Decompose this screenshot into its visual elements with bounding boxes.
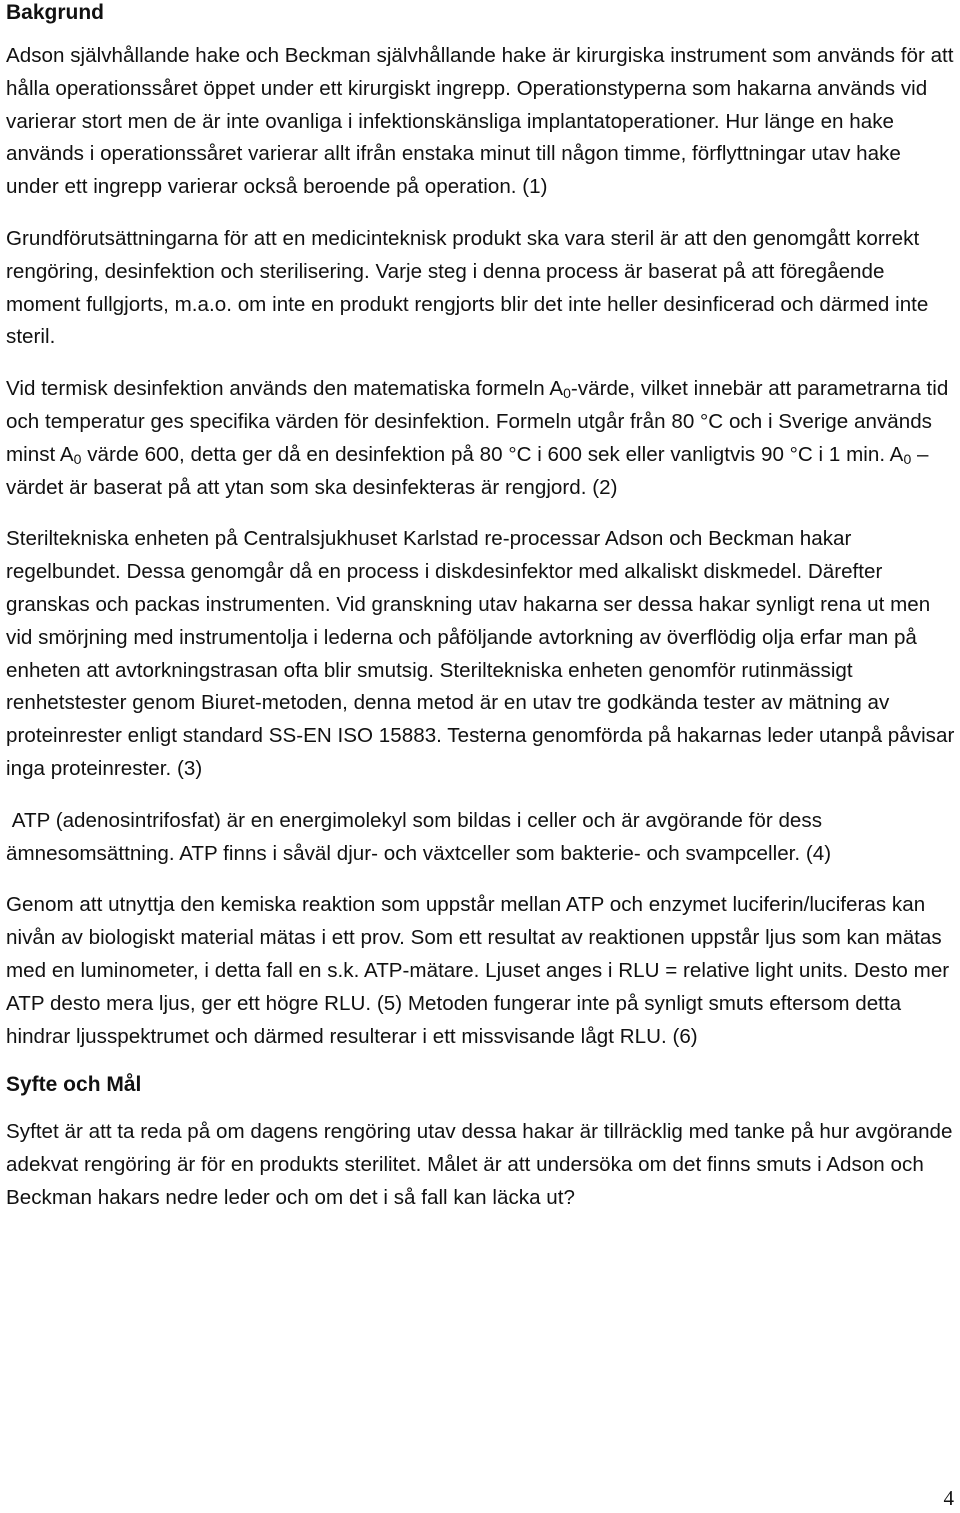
section-heading-background: Bakgrund: [6, 1, 105, 24]
paragraph-atp-measurement: Genom att utnyttja den kemiska reaktion som uppstår mellan ATP och enzymet luciferin/luciferas kan nivån av biologiskt material mätas i ett prov. Som ett resultat av reaktionen uppstår ljus som kan mätas med en luminometer, i detta fall en s.k. ATP-mätare. Ljuset anges i RLU = relative light units. Desto mer ATP desto mera ljus, ger ett högre RLU. (5) Metoden fungerar inte på synligt smuts eftersom detta hindrar ljusspektrumet och därmed resulterar i ett missvisande lågt RLU. (6): [6, 893, 950, 1048]
paragraph-thermal-disinfection: [6, 373, 958, 504]
section-heading-purpose: Syfte och Mål: [6, 1073, 142, 1097]
document-page: [6, 0, 958, 1234]
paragraph-sterile-unit-process: Steriltekniska enheten på Centralsjukhuset Karlstad re-processar Adson och Beckman hakar regelbundet. Dessa genomgår då en process i diskdesinfektor med alkaliskt diskmedel. Därefter granskas och packas instrumenten. Vid granskning utav hakarna ser dessa hakar synligt rena ut men vid smörjning med instrumentolja i lederna och påföljande avtorkning av överflödig olja erfar man på enheten att avtorkningstrasan ofta blir smutsig. Steriltekniska enheten genomför rutinmässigt renhetstester genom Biuret-metoden, denna metod är en utav tre godkända tester av mätning av proteinrester enligt standard SS-EN ISO 15883. Testerna genomförda på hakarnas leder utanpå påvisar inga proteinrester. (3): [6, 527, 955, 780]
paragraph-sterility-prerequisites: Grundförutsättningarna för att en medicinteknisk produkt ska vara steril är att den genomgått korrekt rengöring, desinfektion och sterilisering. Varje steg i denna process är baserat på att föregående moment fullgjorts, m.a.o. om inte en produkt rengjorts blir det inte heller desinficerad och därmed inte steril.: [6, 226, 929, 349]
paragraph-hooks-intro: Adson självhållande hake och Beckman självhållande hake är kirurgiska instrument som används för att hålla operationssåret öppet under ett kirurgiskt ingrepp. Operationstyperna som hakarna används vid varierar stort men de är inte ovanliga i infektionskänsliga implantatoperationer. Hur länge en hake används i operationssåret varierar allt ifrån enstaka minut till någon timme, förflyttningar utav hake under ett ingrepp varierar också beroende på operation. (1): [6, 44, 954, 199]
a0-text-part-4: – värdet är baserat på att ytan som ska desinfekteras är rengjord. (2): [6, 442, 929, 499]
a0-text-part-1: Vid termisk desinfektion används den matematiska formeln A: [6, 377, 564, 401]
paragraph-purpose: Syftet är att ta reda på om dagens rengöring utav dessa hakar är tillräcklig med tanke på hur avgörande adekvat rengöring är för en produkts sterilitet. Målet är att undersöka om det finns smuts i Adson och Beckman hakars nedre leder och om det i så fall kan läcka ut?: [6, 1120, 953, 1209]
a0-text-part-3: värde 600, detta ger då en desinfektion på 80 °C i 600 sek eller vanligtvis 90 °C i 1 min. A: [81, 442, 904, 466]
a0-text-part-2: -värde, vilket innebär att parametrarna tid och temperatur ges specifika värden för desinfektion. Formeln utgår från 80 °C och i Sverige används minst A: [6, 377, 949, 466]
a0-subscript-3: 0: [903, 450, 912, 467]
a0-subscript-1: 0: [563, 385, 571, 402]
paragraph-atp-definition: ATP (adenosintrifosfat) är en energimolekyl som bildas i celler och är avgörande för dess ämnesomsättning. ATP finns i såväl djur- och växtceller som bakterie- och svampceller. (4): [6, 808, 832, 865]
page-number: 4: [943, 1486, 954, 1510]
a0-subscript-2: 0: [73, 450, 82, 467]
